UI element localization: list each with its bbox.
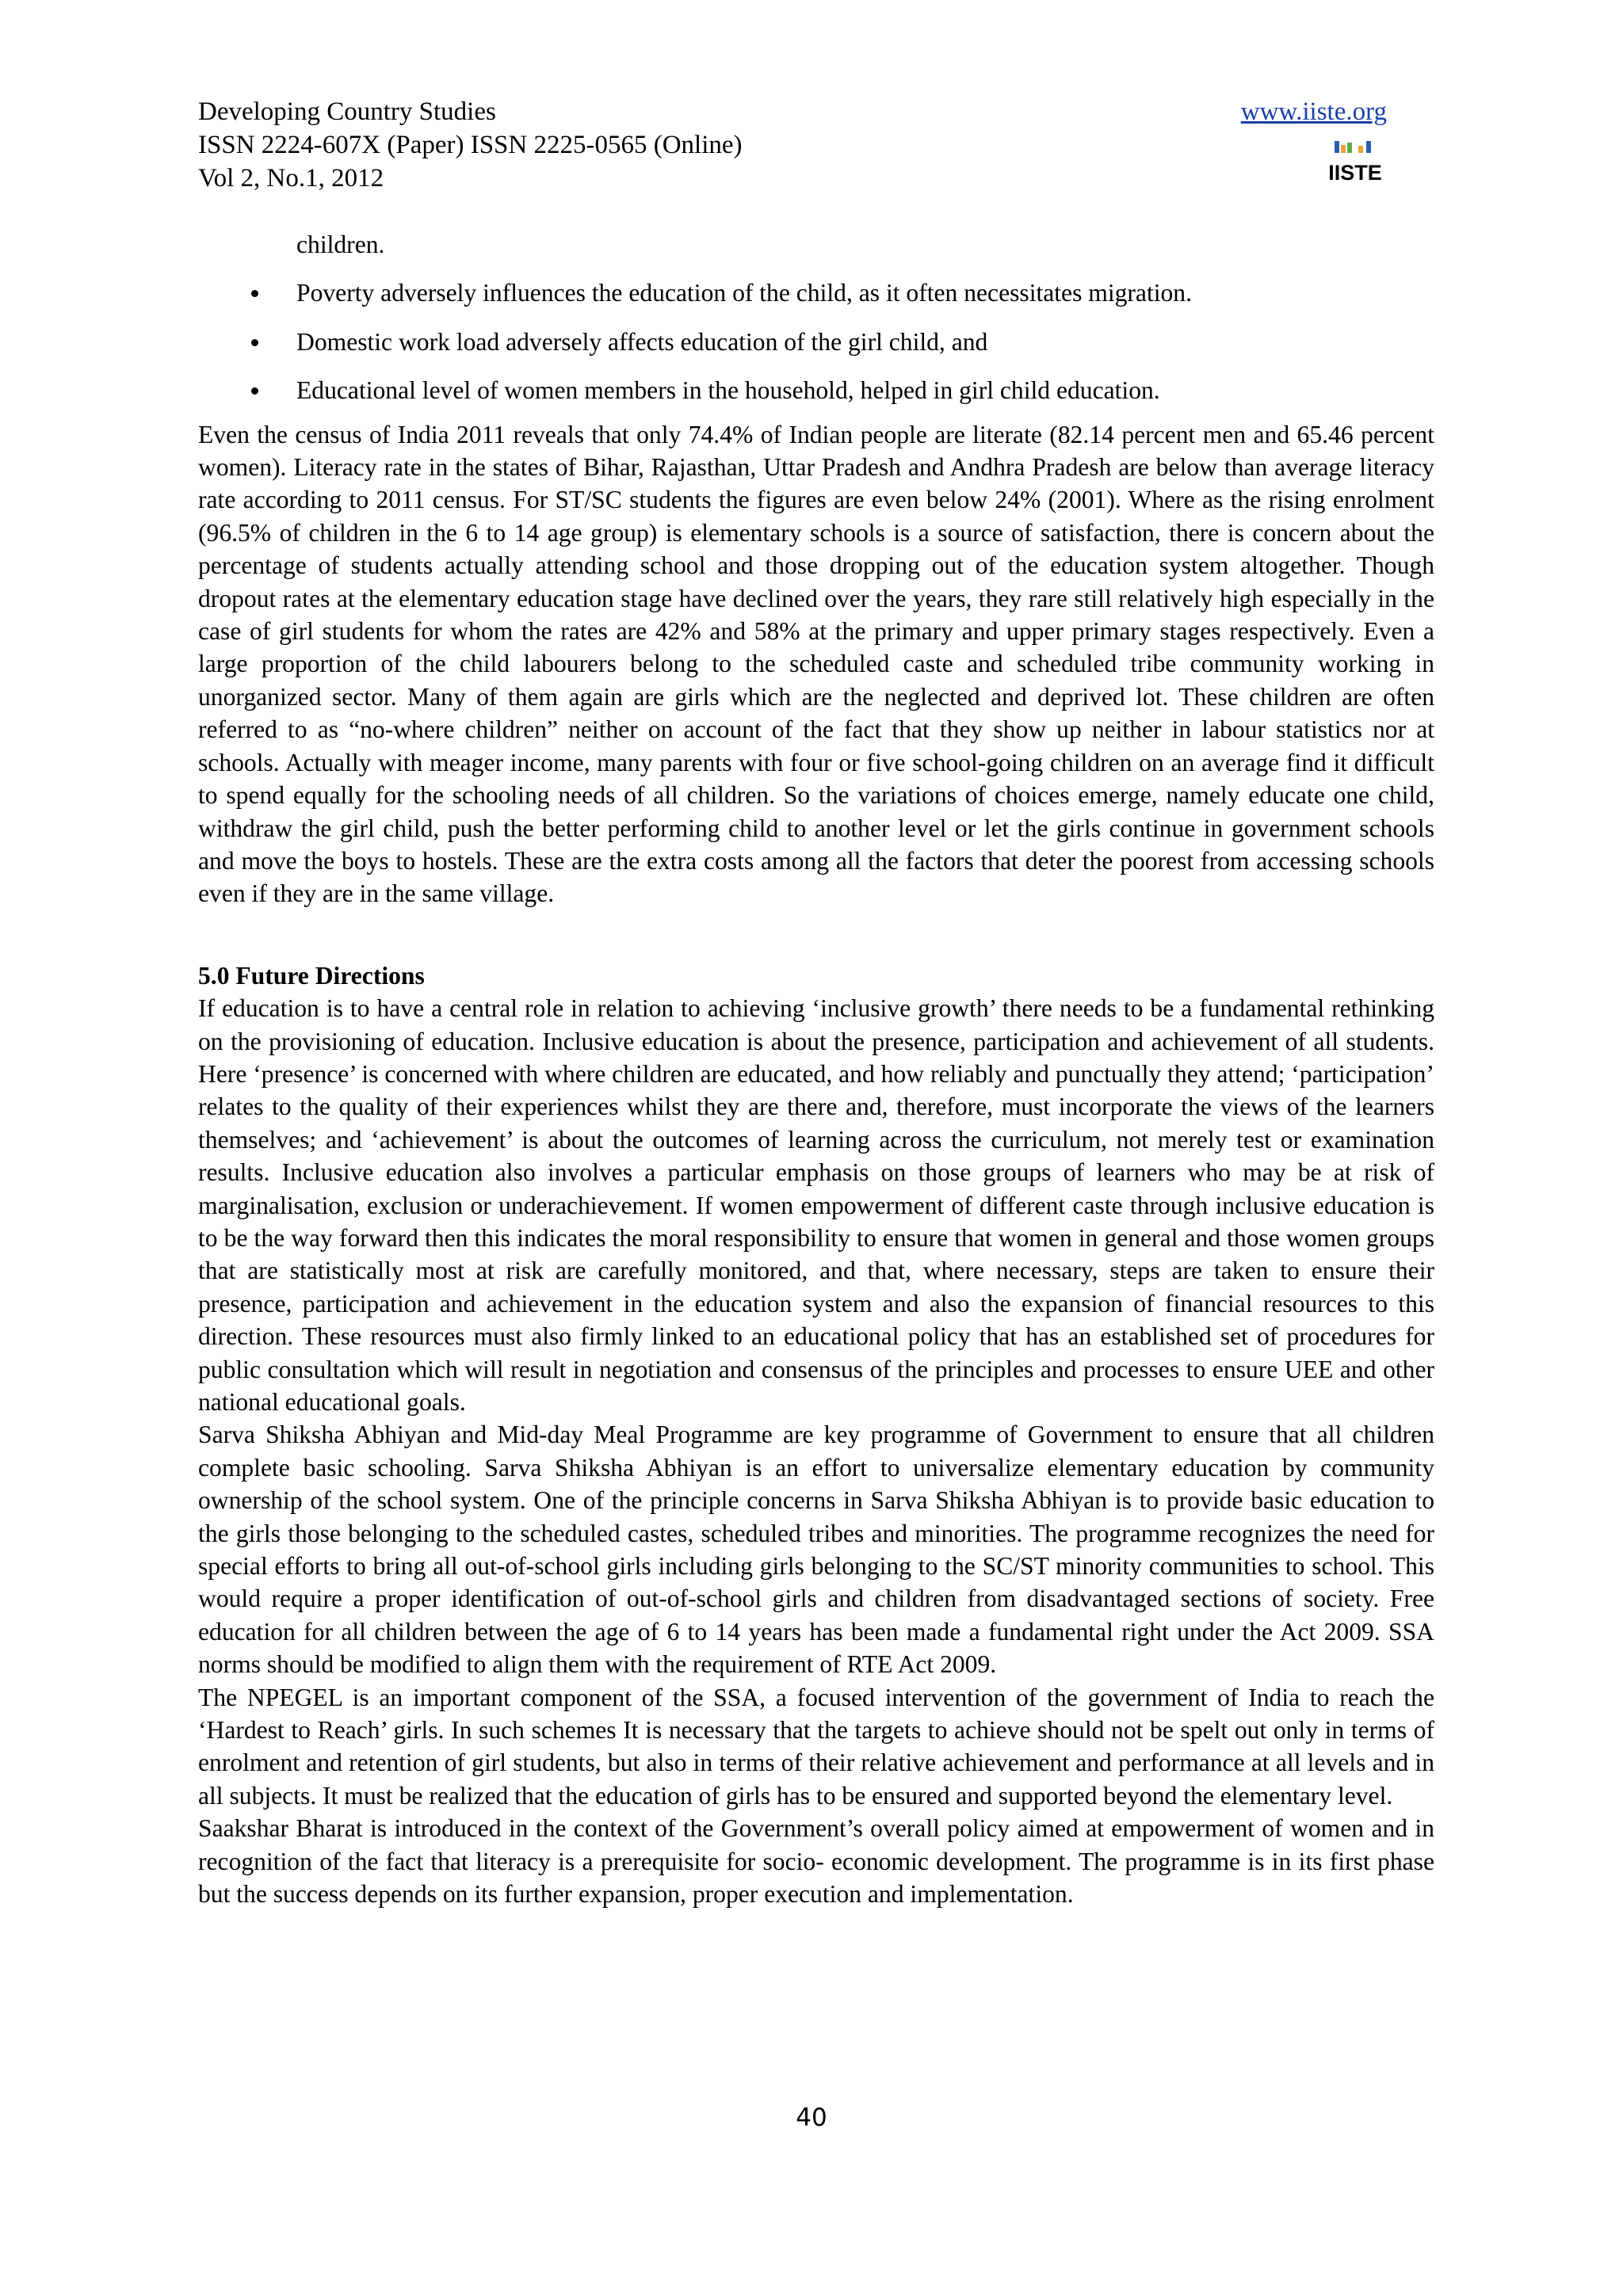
section-paragraph: If education is to have a central role in relation to achieving ‘inclusive growth’ there needs to be a fundamental rethinking on the provisioning of education. Inclusive education is about the presence, participation and achievement of all students. Here ‘presence’ is concerned with where children are educated, and how reliably and punctually they attend; ‘participation’ relates to the quality of their experiences whilst they are there and, therefore, must incorporate the views of the learners themselves; and ‘achievement’ is about the outcomes of learning across the curriculum, not merely test or examination results. Inclusive education also involves a particular emphasis on those groups of learners who may be at risk of marginalisation, exclusion or underachievement. If women empowerment of different caste through inclusive education is to be the way forward then this indicates the moral responsibility to ensure that women in general and those women groups that are statistically most at risk are carefully monitored, and that, where necessary, steps are taken to ensure their presence, participation and achievement in the education system and also the expansion of financial resources to this direction. These resources must also firmly linked to an educational policy that has an established set of procedures for public consultation which will result in negotiation and consensus of the principles and processes to ensure UEE and other national educational goals. [198,994,1434,1416]
bullet-item [198,277,1434,309]
bullet-text: Educational level of women members in the household, helped in girl child education. [296,376,1160,405]
iiste-logo [1328,139,1382,194]
issn-line: ISSN 2224-607X (Paper) ISSN 2225-0565 (Online) [198,131,743,159]
bullet-text: Poverty adversely influences the education of the child, as it often necessitates migration. [296,279,1193,307]
bullet-icon [251,339,258,346]
section-paragraph: Sarva Shiksha Abhiyan and Mid-day Meal Programme are key programme of Government to ensure that all children complete basic schooling. Sarva Shiksha Abhiyan is an effort to universalize elementary education by community ownership of the school system. One of the principle concerns in Sarva Shiksha Abhiyan is to provide basic education to the girls those belonging to the scheduled castes, scheduled tribes and minorities. The programme recognizes the need for special efforts to bring all out-of-school girls including girls belonging to the SC/ST minority communities to school. This would require a proper identification of out-of-school girls and children from disadvantaged sections of society. Free education for all children between the age of 6 to 14 years has been made a fundamental right under the Act 2009. SSA norms should be modified to align them with the requirement of RTE Act 2009. [198,1421,1434,1679]
volume-line: Vol 2, No.1, 2012 [198,164,384,193]
bullet-icon [251,387,258,395]
journal-name: Developing Country Studies [198,97,496,126]
section-heading: 5.0 Future Directions [198,961,425,990]
bullet-item [198,326,1434,358]
bullet-text: Domestic work load adversely affects education of the girl child, and [296,327,988,356]
page-header [198,95,1387,195]
section-paragraph: The NPEGEL is an important component of the SSA, a focused intervention of the government of India to reach the ‘Hardest to Reach’ girls. In such schemes It is necessary that the targets to achieve should not be spelt out only in terms of enrolment and retention of girl students, but also in terms of their relative achievement and performance at all levels and in all subjects. It must be realized that the education of girls has to be ensured and supported beyond the elementary level. [198,1683,1434,1810]
continued-text: children. [296,231,385,258]
bullet-list [198,277,1434,406]
body-text [198,228,1434,1911]
page-number: 40 [796,2103,827,2132]
section-paragraph: Saakshar Bharat is introduced in the context of the Government’s overall policy aimed at empowerment of women and in recognition of the fact that literacy is a prerequisite for socio- economic development. The programme is in its first phase but the success depends on its further expansion, proper execution and implementation. [198,1814,1434,1909]
svg-text:IISTE: IISTE [1328,161,1382,185]
bullet-item [198,374,1434,406]
bullet-icon [251,290,258,297]
journal-url-link[interactable]: www.iiste.org [1240,97,1387,126]
census-paragraph: Even the census of India 2011 reveals that only 74.4% of Indian people are literate (82.14 percent men and 65.46 percent women). Literacy rate in the states of Bihar, Rajasthan, Uttar Pradesh and Andhra Pradesh are below than average literacy rate according to 2011 census. For ST/SC students the figures are even below 24% (2001). Where as the rising enrolment (96.5% of children in the 6 to 14 age group) is elementary schools is a source of satisfaction, there is concern about the percentage of students actually attending school and those dropping out of the education system altogether. Though dropout rates at the elementary education stage have declined over the years, they rare still relatively high especially in the case of girl students for whom the rates are 42% and 58% at the primary and upper primary stages respectively. Even a large proportion of the child labourers belong to the scheduled caste and scheduled tribe community working in unorganized sector. Many of them again are girls which are the neglected and deprived lot. These children are often referred to as “no-where children” neither on account of the fact that they show up neither in labour statistics nor at schools. Actually with meager income, many parents with four or five school-going children on an average find it difficult to spend equally for the schooling needs of all children. So the variations of choices emerge, namely educate one child, withdraw the girl child, push the better performing child to another level or let the girls continue in government schools and move the boys to hostels. These are the extra costs among all the factors that deter the poorest from accessing schools even if they are in the same village. [198,420,1434,908]
